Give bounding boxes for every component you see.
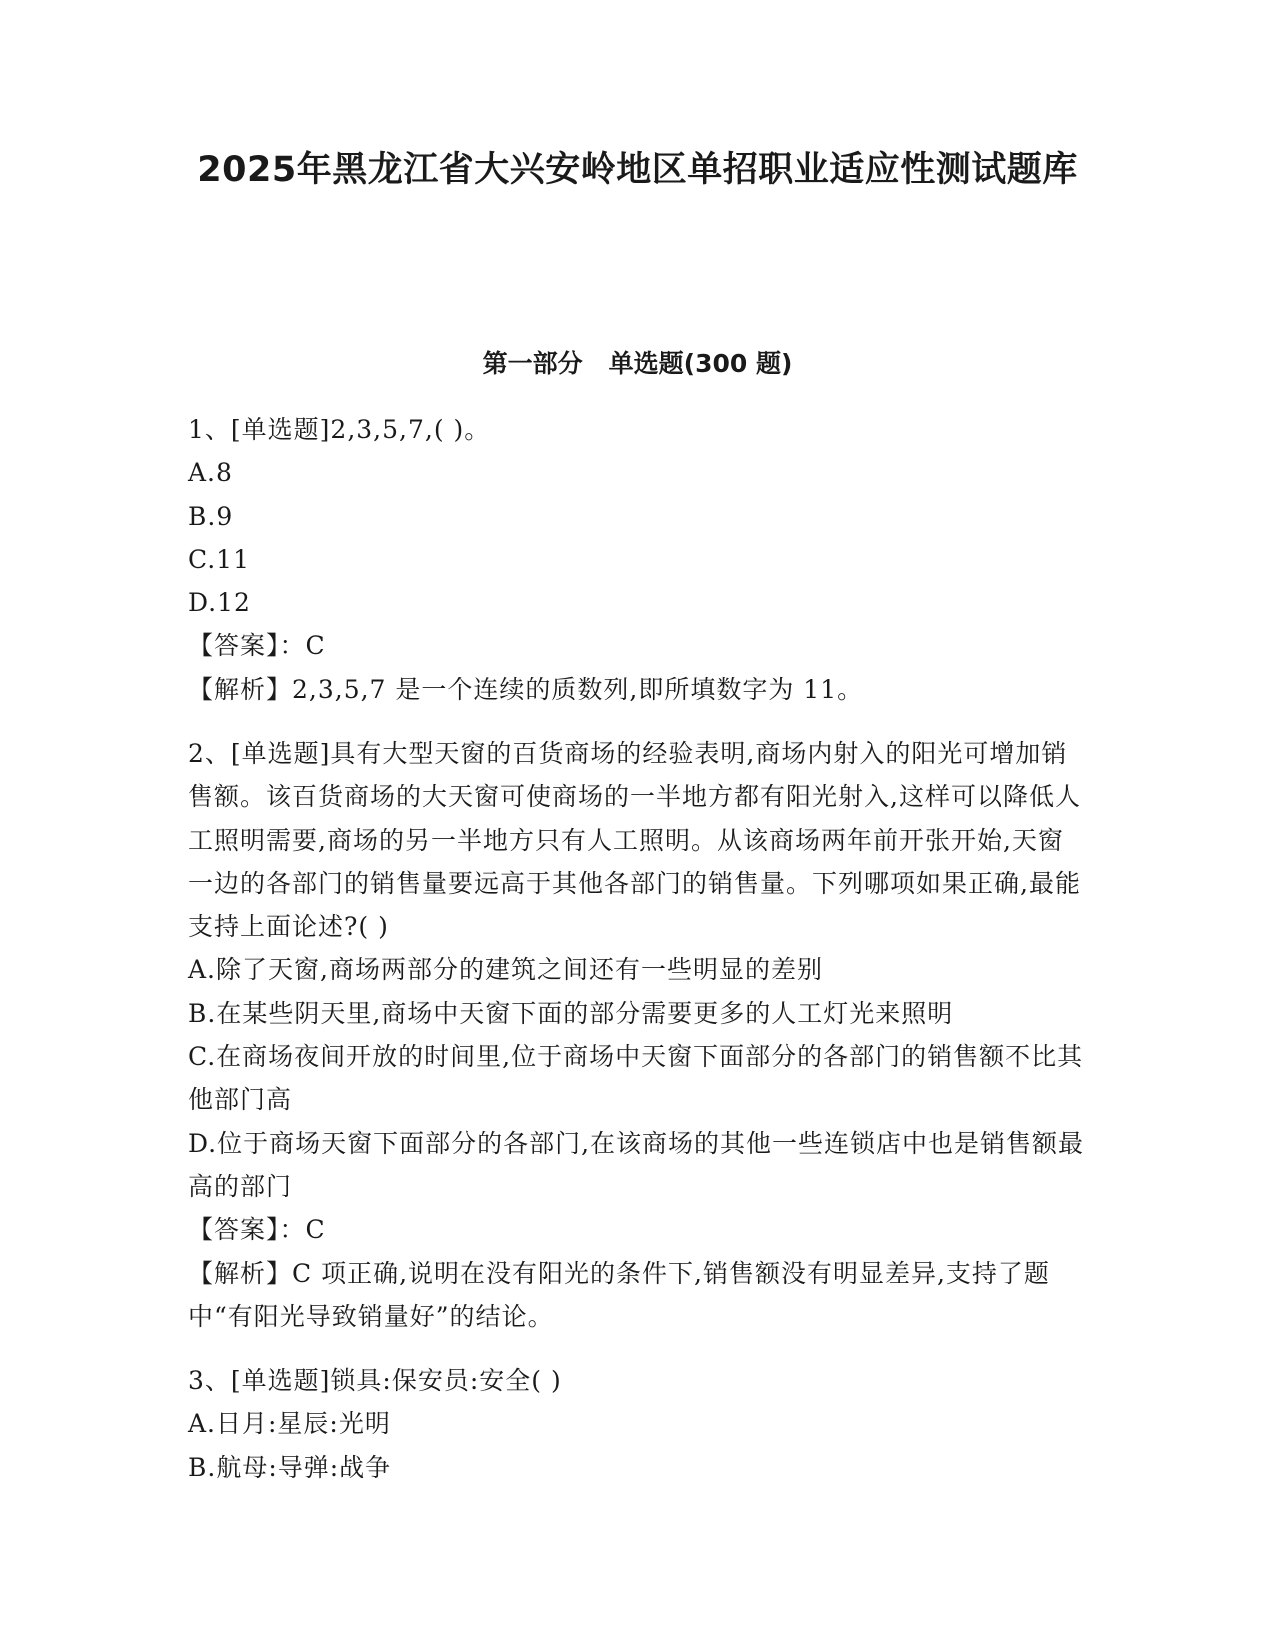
question-3 (188, 1359, 1088, 1489)
question-stem: 1、[单选题]2,3,5,7,( )。 (188, 415, 491, 444)
option-b: B.9 (188, 501, 234, 531)
analysis-line: 【解析】C 项正确,说明在没有阳光的条件下,销售额没有明显差异,支持了题中“有阳光导致销量好”的结论。 (188, 1258, 1050, 1331)
option-a: A.除了天窗,商场两部分的建筑之间还有一些明显的差别 (188, 955, 823, 985)
question-2 (188, 732, 1088, 1338)
option-c: C.11 (188, 544, 250, 574)
question-stem: 2、[单选题]具有大型天窗的百货商场的经验表明,商场内射入的阳光可增加销售额。该百货商场的大天窗可使商场的一半地方都有阳光射入,这样可以降低人工照明需要,商场的另一半地方只有人工照明。从该商场两年前开张开始,天窗一边的各部门的销售量要远高于其他各部门的销售量。下列哪项如果正确,最能支持上面论述?( ) (188, 739, 1081, 942)
document-title: 2025年黑龙江省大兴安岭地区单招职业适应性测试题库 (197, 150, 1078, 190)
answer-line: 【答案】：C (188, 631, 326, 661)
option-d: D.位于商场天窗下面部分的各部门,在该商场的其他一些连锁店中也是销售额最高的部门 (188, 1128, 1085, 1201)
option-a: A.日月:星辰:光明 (188, 1409, 391, 1439)
option-b: B.航母:导弹:战争 (188, 1452, 392, 1482)
answer-line: 【答案】：C (188, 1215, 326, 1245)
option-a: A.8 (188, 458, 233, 488)
question-1 (188, 408, 1088, 711)
section-heading: 第一部分 单选题(300 题) (482, 349, 793, 378)
option-c: C.在商场夜间开放的时间里,位于商场中天窗下面部分的各部门的销售额不比其他部门高 (188, 1042, 1084, 1115)
option-d: D.12 (188, 588, 251, 618)
option-b: B.在某些阴天里,商场中天窗下面的部分需要更多的人工灯光来照明 (188, 998, 954, 1028)
question-stem: 3、[单选题]锁具:保安员:安全( ) (188, 1366, 562, 1395)
analysis-line: 【解析】2,3,5,7 是一个连续的质数列,即所填数字为 11。 (188, 674, 864, 704)
